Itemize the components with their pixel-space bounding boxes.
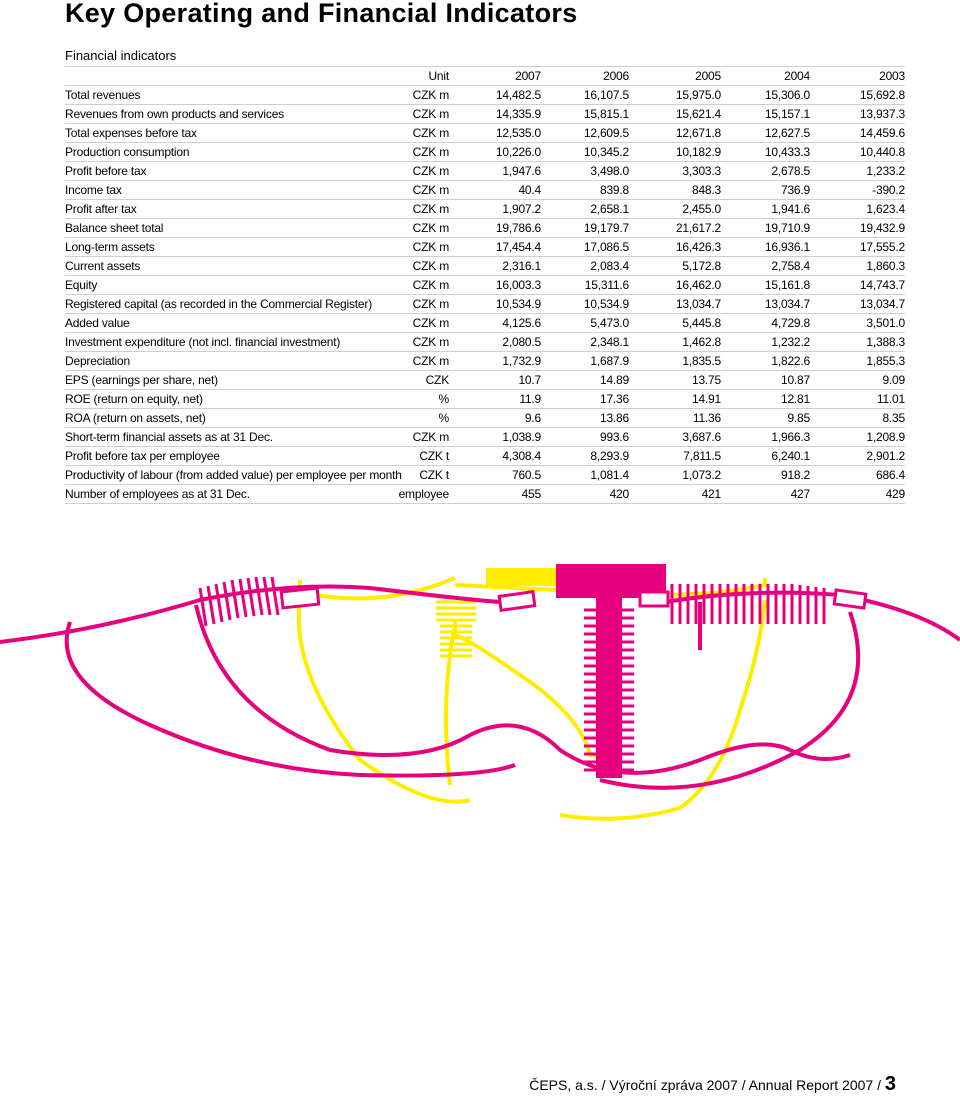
row-value: 12,609.5: [583, 126, 629, 140]
row-value: 10,433.3: [764, 145, 810, 159]
table-row: [65, 162, 905, 181]
row-value: 3,687.6: [682, 430, 721, 444]
row-value: 16,107.5: [583, 88, 629, 102]
row-value: 11.01: [876, 392, 905, 406]
row-value: 760.5: [511, 468, 541, 482]
row-unit: CZK m: [412, 107, 449, 121]
row-value: 8.35: [882, 411, 905, 425]
row-value: 3,501.0: [866, 316, 905, 330]
table-row: [65, 105, 905, 124]
row-value: 1,388.3: [866, 335, 905, 349]
table-row: [65, 276, 905, 295]
row-value: 16,426.3: [675, 240, 721, 254]
row-value: 15,161.8: [764, 278, 810, 292]
row-value: 16,936.1: [764, 240, 810, 254]
row-value: 7,811.5: [683, 449, 721, 463]
row-value: 21,617.2: [675, 221, 721, 235]
row-value: 993.6: [599, 430, 629, 444]
row-unit: CZK m: [412, 278, 449, 292]
row-value: 2,678.5: [771, 164, 810, 178]
row-label: Profit before tax per employee: [65, 449, 220, 463]
row-value: 4,729.8: [771, 316, 810, 330]
row-label: Production consumption: [65, 145, 190, 159]
row-value: 1,233.2: [866, 164, 905, 178]
row-value: 15,815.1: [583, 107, 629, 121]
row-value: 1,073.2: [682, 468, 721, 482]
row-label: Registered capital (as recorded in the Commercial Register): [65, 297, 372, 311]
row-value: 2,758.4: [771, 259, 810, 273]
row-value: 17,555.2: [859, 240, 905, 254]
row-value: 1,966.3: [771, 430, 810, 444]
row-unit: %: [438, 392, 449, 406]
row-value: 3,498.0: [590, 164, 629, 178]
row-value: 2,455.0: [682, 202, 721, 216]
row-unit: CZK m: [412, 202, 449, 216]
row-value: 9.09: [882, 373, 905, 387]
page-footer: [529, 1073, 896, 1096]
row-label: Investment expenditure (not incl. financial investment): [65, 335, 341, 349]
row-value: 2,348.1: [590, 335, 629, 349]
row-value: 19,786.6: [495, 221, 541, 235]
row-value: 8,293.9: [590, 449, 629, 463]
row-value: -390.2: [872, 183, 905, 197]
row-value: 10,345.2: [583, 145, 629, 159]
row-value: 9.6: [524, 411, 541, 425]
row-value: 10,182.9: [675, 145, 721, 159]
row-value: 2,080.5: [502, 335, 541, 349]
row-unit: CZK: [425, 373, 449, 387]
row-value: 10,226.0: [495, 145, 541, 159]
table-row: [65, 428, 905, 447]
row-value: 9.85: [787, 411, 810, 425]
row-value: 848.3: [691, 183, 721, 197]
row-label: Profit before tax: [65, 164, 147, 178]
row-unit: %: [438, 411, 449, 425]
header-unit: Unit: [428, 69, 449, 83]
table-row: [65, 200, 905, 219]
row-value: 10,440.8: [859, 145, 905, 159]
row-label: EPS (earnings per share, net): [65, 373, 218, 387]
row-unit: CZK m: [412, 297, 449, 311]
row-value: 12.81: [780, 392, 810, 406]
row-value: 19,179.7: [583, 221, 629, 235]
row-value: 1,835.5: [682, 354, 721, 368]
row-unit: CZK t: [419, 468, 449, 482]
row-value: 4,308.4: [502, 449, 541, 463]
row-value: 15,621.4: [675, 107, 721, 121]
row-value: 2,083.4: [590, 259, 629, 273]
row-label: Revenues from own products and services: [65, 107, 284, 121]
row-value: 13,034.7: [859, 297, 905, 311]
row-value: 19,432.9: [859, 221, 905, 235]
table-row: [65, 409, 905, 428]
table-row: [65, 295, 905, 314]
row-value: 918.2: [780, 468, 810, 482]
row-value: 421: [701, 487, 721, 501]
row-value: 10,534.9: [495, 297, 541, 311]
table-row: [65, 219, 905, 238]
row-value: 1,822.6: [771, 354, 810, 368]
row-label: Equity: [65, 278, 98, 292]
row-value: 1,732.9: [502, 354, 541, 368]
table-row: [65, 143, 905, 162]
row-value: 839.8: [599, 183, 629, 197]
row-value: 13,034.7: [764, 297, 810, 311]
decorative-illustration: [0, 540, 960, 840]
row-value: 736.9: [780, 183, 810, 197]
table-row: [65, 257, 905, 276]
row-label: Productivity of labour (from added value) per employee per month: [65, 468, 402, 482]
row-value: 429: [885, 487, 905, 501]
row-value: 1,462.8: [682, 335, 721, 349]
row-value: 5,445.8: [682, 316, 721, 330]
table-row: [65, 352, 905, 371]
row-value: 13,937.3: [859, 107, 905, 121]
row-value: 1,941.6: [771, 202, 810, 216]
row-label: Income tax: [65, 183, 122, 197]
row-label: ROE (return on equity, net): [65, 392, 203, 406]
table-row: [65, 371, 905, 390]
row-unit: CZK m: [412, 221, 449, 235]
row-value: 15,692.8: [859, 88, 905, 102]
row-value: 1,860.3: [866, 259, 905, 273]
row-value: 14,743.7: [859, 278, 905, 292]
header-year: 2006: [603, 69, 629, 83]
row-label: Total expenses before tax: [65, 126, 197, 140]
row-value: 14,482.5: [495, 88, 541, 102]
table-row: [65, 466, 905, 485]
row-label: Total revenues: [65, 88, 141, 102]
row-value: 1,038.9: [502, 430, 541, 444]
row-value: 1,687.9: [590, 354, 629, 368]
row-unit: CZK m: [412, 145, 449, 159]
row-unit: CZK m: [412, 316, 449, 330]
table-row: [65, 333, 905, 352]
row-value: 13.86: [599, 411, 629, 425]
row-label: Profit after tax: [65, 202, 137, 216]
page-title: Key Operating and Financial Indicators: [65, 0, 578, 28]
row-value: 17,454.4: [495, 240, 541, 254]
page-number: 3: [884, 1073, 896, 1095]
row-unit: CZK m: [412, 183, 449, 197]
table-row: [65, 390, 905, 409]
row-unit: CZK m: [412, 259, 449, 273]
row-value: 11.36: [692, 411, 721, 425]
row-value: 16,462.0: [675, 278, 721, 292]
table-row: [65, 447, 905, 466]
row-value: 14.89: [599, 373, 629, 387]
row-value: 14.91: [691, 392, 721, 406]
row-value: 10.87: [780, 373, 810, 387]
row-label: Balance sheet total: [65, 221, 164, 235]
row-value: 11.9: [519, 392, 541, 406]
row-value: 16,003.3: [495, 278, 541, 292]
row-label: Short-term financial assets as at 31 Dec.: [65, 430, 273, 444]
row-value: 15,157.1: [764, 107, 810, 121]
row-value: 10.7: [518, 373, 541, 387]
row-value: 1,947.6: [502, 164, 541, 178]
row-label: Long-term assets: [65, 240, 155, 254]
row-value: 686.4: [875, 468, 905, 482]
footer-text: ČEPS, a.s. / Výroční zpráva 2007 / Annual Report 2007 /: [529, 1077, 885, 1093]
row-value: 15,311.6: [584, 278, 629, 292]
row-value: 19,710.9: [764, 221, 810, 235]
row-value: 2,901.2: [866, 449, 905, 463]
row-value: 12,535.0: [495, 126, 541, 140]
section-title: Financial indicators: [65, 48, 177, 63]
row-unit: CZK m: [412, 354, 449, 368]
row-unit: CZK m: [412, 430, 449, 444]
row-label: Depreciation: [65, 354, 130, 368]
header-year: 2007: [515, 69, 541, 83]
table-row: [65, 238, 905, 257]
table-row: [65, 181, 905, 200]
row-value: 420: [609, 487, 629, 501]
row-label: Added value: [65, 316, 130, 330]
row-value: 40.4: [518, 183, 541, 197]
row-value: 12,627.5: [764, 126, 810, 140]
row-label: ROA (return on assets, net): [65, 411, 206, 425]
row-value: 1,907.2: [502, 202, 541, 216]
row-unit: CZK m: [412, 126, 449, 140]
header-year: 2005: [695, 69, 721, 83]
row-value: 15,975.0: [675, 88, 721, 102]
row-value: 455: [521, 487, 541, 501]
row-value: 1,081.4: [590, 468, 629, 482]
row-label: Number of employees as at 31 Dec.: [65, 487, 250, 501]
header-year: 2003: [879, 69, 905, 83]
row-value: 1,623.4: [866, 202, 905, 216]
row-value: 1,855.3: [866, 354, 905, 368]
table-row: [65, 485, 905, 504]
row-value: 17,086.5: [583, 240, 629, 254]
row-value: 14,335.9: [495, 107, 541, 121]
row-unit: CZK m: [412, 240, 449, 254]
financial-indicators-table: [65, 66, 905, 504]
row-value: 1,232.2: [771, 335, 810, 349]
row-value: 13.75: [691, 373, 721, 387]
row-value: 427: [790, 487, 810, 501]
table-header-row: [65, 67, 905, 86]
row-value: 5,473.0: [590, 316, 629, 330]
row-label: Current assets: [65, 259, 141, 273]
row-value: 2,658.1: [590, 202, 629, 216]
table-row: [65, 124, 905, 143]
header-label-cell: [65, 67, 395, 86]
row-value: 13,034.7: [675, 297, 721, 311]
row-value: 10,534.9: [583, 297, 629, 311]
row-value: 4,125.6: [502, 316, 541, 330]
row-unit: CZK m: [412, 164, 449, 178]
row-value: 15,306.0: [764, 88, 810, 102]
row-value: 3,303.3: [682, 164, 721, 178]
table-row: [65, 86, 905, 105]
header-year: 2004: [784, 69, 810, 83]
row-unit: CZK m: [412, 335, 449, 349]
row-value: 1,208.9: [866, 430, 905, 444]
row-unit: employee: [398, 487, 449, 501]
row-unit: CZK m: [412, 88, 449, 102]
table-row: [65, 314, 905, 333]
row-unit: CZK t: [419, 449, 449, 463]
row-value: 5,172.8: [682, 259, 721, 273]
row-value: 6,240.1: [771, 449, 810, 463]
yellow-crossarm: [486, 568, 558, 586]
row-value: 12,671.8: [675, 126, 721, 140]
row-value: 14,459.6: [859, 126, 905, 140]
row-value: 2,316.1: [502, 259, 541, 273]
row-value: 17.36: [599, 392, 629, 406]
